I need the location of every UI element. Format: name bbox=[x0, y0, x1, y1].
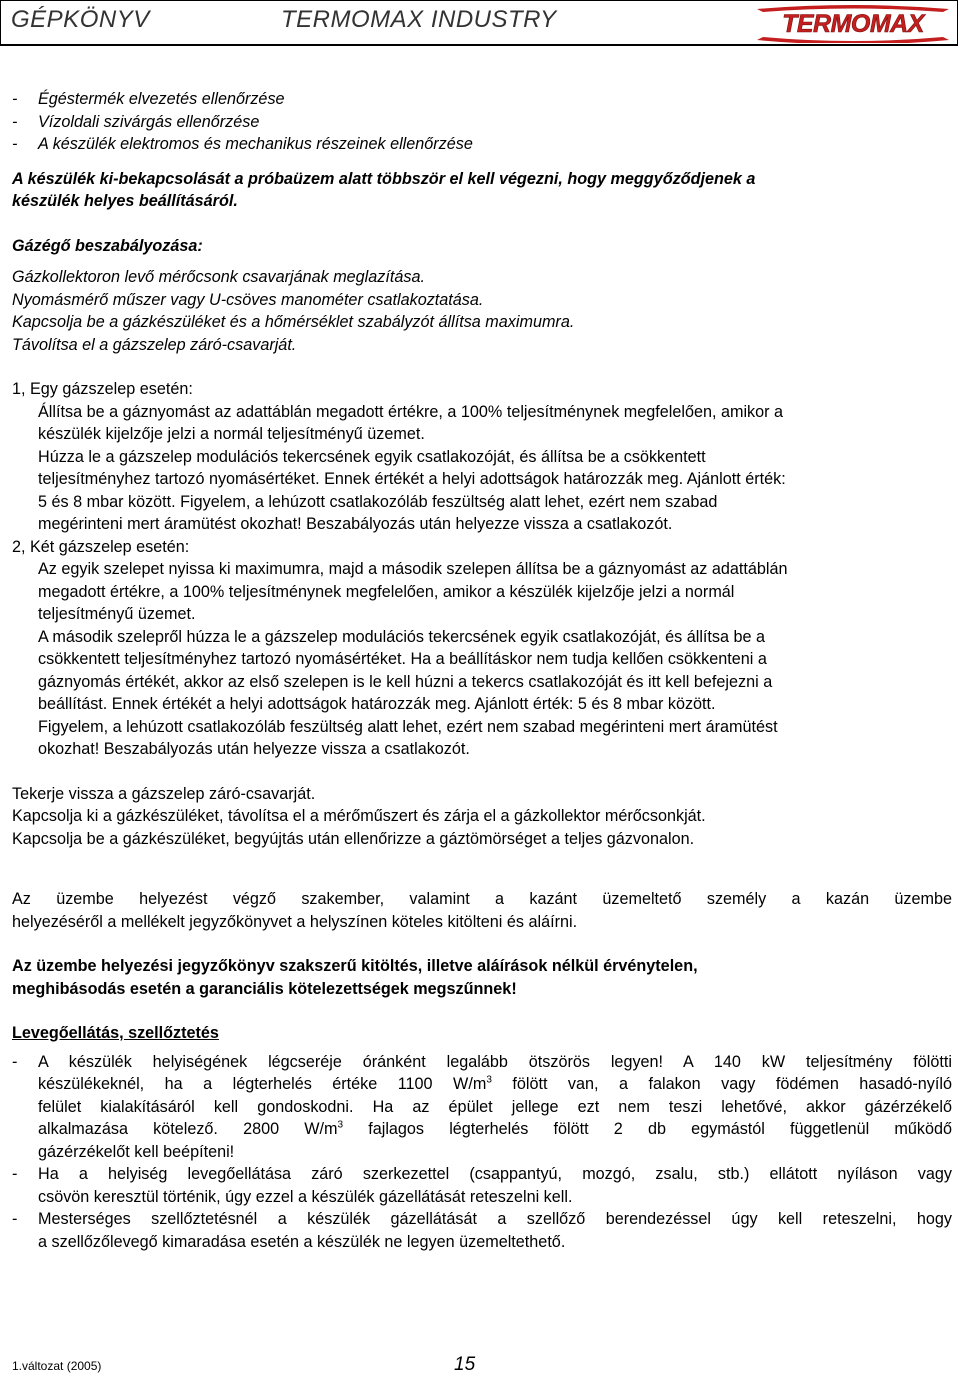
page-header bbox=[0, 0, 958, 46]
list-item: - Égéstermék elvezetés ellenőrzése bbox=[12, 90, 285, 108]
svg-text:TERMOMAX: TERMOMAX bbox=[782, 10, 924, 38]
list-item: - Vízoldali szivárgás ellenőrzése bbox=[12, 112, 260, 131]
company-title: TERMOMAX INDUSTRY bbox=[281, 6, 557, 33]
commissioning-note: Az üzembe helyezést végző szakember, valamint a kazánt üzemeltető személy a kazán üzembe helyezéséről a mellékelt jegyzőkönyvet a helyszínen köteles kitölteni és aláírni. bbox=[12, 890, 952, 931]
burner-heading: Gázégő beszabályozása: bbox=[12, 236, 203, 255]
final-steps: Tekerje vissza a gázszelep záró-csavarját. Kapcsolja ki a gázkészüléket, távolítsa el a mérőműszert és zárja el a gázkollektor mérőcsonkját. Kapcsolja be a gázkészüléket, begyújtás után ellenőrizze a gáztömörséget a teljes gázvonalon. bbox=[12, 784, 706, 848]
manual-title: GÉPKÖNYV bbox=[11, 6, 150, 33]
single-valve-section: 1, Egy gázszelep esetén: Állítsa be a gáznyomást az adattáblán megadott értékre, a 100% teljesítménynek megfelelően, amikor a készülék kijelzője jelzi a normál teljesítményű üzemet. Húzza le a gázszelep modulációs tekercsének egyik csatlakozóját, és állítsa be a csökkentett teljesítményhez tartozó nyomásértéket. Ennek értékét a helyi adottságok határozzák meg. Ajánlott érték: 5 és 8 mbar között. Figyelem, a lehúzott csatlakozóláb feszültség alatt lehet, ezért nem szabad megérinteni mert áramütést okozhat! Beszabályozás után helyezze vissza a csatlakozót. bbox=[12, 380, 786, 533]
termomax-logo bbox=[753, 3, 953, 43]
double-valve-section: 2, Két gázszelep esetén: Az egyik szelepet nyissa ki maximumra, majd a második szelepen állítsa be a gáznyomást az adattáblán megadott értékre, a 100% teljesítménynek megfelelően, amikor a készülék kijelzője jelzi a normál teljesítményű üzemet. A második szelepről húzza le a gázszelep modulációs tekercsének egyik csatlakozóját, és állítsa be a csökkentett teljesítményhez tartozó nyomásértéket. Ha a beállításkor nem tudja kellően csökkenteni a gáznyomás értékét, akkor az első szelepen is le kell húzni a tekercs csatlakozóját és itt kell befejezni a beállítást. Ennek értékét a helyi adottságok határozzák meg. Ajánlott érték: 5 és 8 mbar között. Figyelem, a lehúzott csatlakozóláb feszültség alatt lehet, ezért nem szabad megérinteni mert áramütést okozhat! Beszabályozás után helyezze vissza a csatlakozót. bbox=[12, 537, 788, 758]
trial-run-note: A készülék ki-bekapcsolását a próbaüzem alatt többször el kell végezni, hogy meggyőződjenek a készülék helyes beállításáról. bbox=[12, 169, 756, 210]
page-number: 15 bbox=[454, 1354, 476, 1375]
air-list bbox=[12, 1051, 952, 1254]
list-item: - Mesterséges szellőztetésnél a készülék gázellátását a szellőző berendezéssel úgy kell reteszelni, hogy a szellőzőlevegő kimaradása esetén a készülék ne legyen üzemeltethető. bbox=[12, 1210, 952, 1251]
list-item: - A készülék helyiségének légcseréje óránként legalább ötszörös legyen! A 140 kW teljesítmény fölötti készülékeknél, ha a légterhelés értéke 1100 $W/m^3$ fölött van, a falakon vagy födémen hasadó-nyíló felület kialakításáról kell gondoskodni. Ha az épület jellege ezt nem teszi lehetővé, akkor gázérzékelő alkalmazása kötelező. 2800 $W/m^3$ fajlagos légterhelés fölött 2 db egymástól függetlenül működő gázérzékelőt kell beépíteni! bbox=[12, 1052, 953, 1161]
list-item: - A készülék elektromos és mechanikus részeinek ellenőrzése bbox=[12, 135, 473, 153]
version-label: 1.változat (2005) bbox=[12, 1359, 102, 1373]
burner-steps: Gázkollektoron levő mérőcsonk csavarjának meglazítása. Nyomásmérő műszer vagy U-csöves manométer csatlakoztatása. Kapcsolja be a gázkészüléket és a hőmérséklet szabályzót állítsa maximumra. Távolítsa el a gázszelep záró-csavarját. bbox=[12, 268, 575, 354]
list-item: - Ha a helyiség levegőellátása záró szerkezettel (csappantyú, mozgó, zsalu, stb.) ellátott nyíláson vagy csövön keresztül történik, úgy ezzel a készülék gázellátását reteszelni kell. bbox=[12, 1165, 952, 1206]
page-content bbox=[12, 88, 952, 1253]
warning-note: Az üzembe helyezési jegyzőkönyv szakszerű kitöltés, illetve aláírások nélkül érvénytelen, meghibásodás esetén a garanciális kötelezettségek megszűnnek! bbox=[12, 957, 698, 998]
air-heading: Levegőellátás, szellőztetés bbox=[12, 1024, 219, 1042]
page-footer bbox=[12, 1354, 952, 1377]
